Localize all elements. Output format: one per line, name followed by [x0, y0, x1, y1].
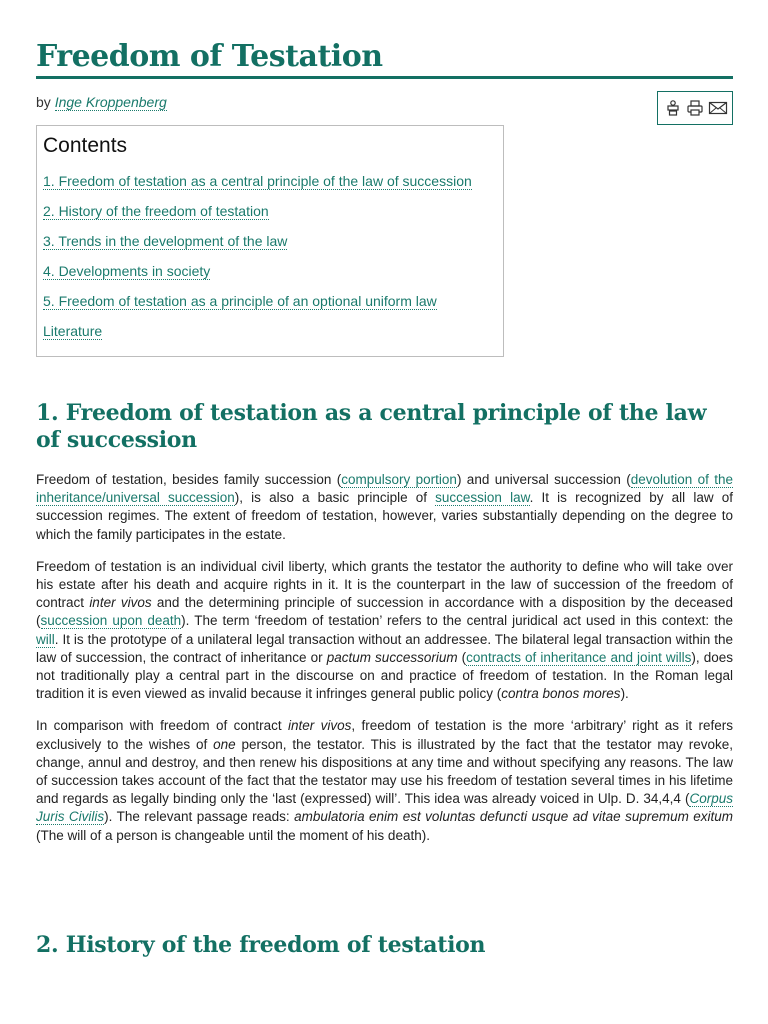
paragraph-text: ). The term ‘freedom of testation’ refers to the central juridical act used in this context: the: [181, 613, 733, 629]
paragraph-text: , freedom of testation is the more ‘arbitrary’ right as it refers exclusively to the wishes of: [36, 718, 733, 752]
article-tools: [657, 91, 733, 125]
latin-term: inter vivos: [89, 595, 152, 611]
toc-item-section-2[interactable]: 2. History of the freedom of testation: [43, 203, 269, 219]
toc-item-section-3[interactable]: 3. Trends in the development of the law: [43, 233, 288, 249]
toc-item-literature[interactable]: Literature: [43, 323, 103, 339]
toc-item-section-1[interactable]: 1. Freedom of testation as a central principle of the law of succession: [43, 173, 472, 189]
paragraph-text: and the determining principle of succession in accordance with a disposition by the deceased (: [36, 595, 733, 629]
paragraph-3: [36, 717, 733, 844]
section-2-heading: 2. History of the freedom of testation: [36, 932, 486, 958]
paragraph-1: [36, 471, 733, 544]
link-will[interactable]: will: [36, 631, 55, 647]
print-icon[interactable]: [686, 99, 704, 117]
paragraph-text: . It is recognized by all law of succession regimes. The extent of freedom of testation, however, varies substantially depending on the degree to which the family participates in the estate.: [36, 490, 733, 542]
link-compulsory-portion[interactable]: compulsory portion: [341, 472, 457, 487]
paragraph-text: ), does not traditionally play a central part in the discourse on and practice of freedom of testation. In the Roman legal tradition it is even viewed as invalid because it infringes general public policy (: [36, 649, 733, 702]
toc-heading: Contents: [43, 134, 128, 157]
section-1-heading: 1. Freedom of testation as a central principle of the law of succession: [36, 400, 707, 453]
link-devolution-of-inheritance[interactable]: devolution of the inheritance/universal succession: [36, 472, 734, 506]
paragraph-text: ), is also a basic principle of: [234, 490, 436, 506]
byline-prefix: by: [36, 94, 51, 110]
byline: [36, 92, 733, 112]
paragraph-text: (: [457, 649, 467, 665]
paragraph-text: Freedom of testation is an individual civil liberty, which grants the testator the authority to define who will take over his estate after his death and acquire rights in it. It is the counterpart in the law of succession of the freedom of contract: [36, 558, 733, 611]
latin-quote: ambulatoria enim est voluntas defuncti usque ad vitae supremum exitum: [294, 809, 734, 825]
paragraph-text: ).: [620, 686, 629, 702]
article: [36, 0, 734, 958]
page-title: Freedom of Testation: [36, 0, 733, 79]
share-icon[interactable]: [664, 99, 682, 117]
link-corpus-juris-civilis[interactable]: Corpus Juris Civilis: [36, 791, 733, 825]
section-1: [36, 400, 733, 859]
paragraph-text: Freedom of testation, besides family succession (: [36, 472, 342, 487]
author-link[interactable]: Inge Kroppenberg: [54, 94, 167, 110]
paragraph-2: [36, 558, 733, 704]
latin-term: contra bonos mores: [501, 686, 621, 702]
toc-item-section-5[interactable]: 5. Freedom of testation as a principle of an optional uniform law: [43, 293, 437, 309]
link-succession-law[interactable]: succession law: [435, 490, 530, 506]
paragraph-text: ) and universal succession (: [456, 472, 631, 487]
table-of-contents: [36, 125, 504, 357]
link-succession-upon-death[interactable]: succession upon death: [40, 613, 182, 629]
toc-item-section-4[interactable]: 4. Developments in society: [43, 263, 211, 279]
latin-term: pactum successorium: [326, 649, 458, 665]
paragraph-text: (The will of a person is changeable until the moment of his death).: [36, 827, 430, 843]
email-icon[interactable]: [708, 99, 726, 117]
paragraph-text: . It is the prototype of a unilateral legal transaction without an addressee. The bilateral legal transaction within the law of succession, the contract of inheritance or: [36, 631, 733, 665]
emphasis: one: [213, 736, 236, 752]
paragraph-text: ). The relevant passage reads:: [104, 809, 295, 825]
link-contracts-of-inheritance[interactable]: contracts of inheritance and joint wills: [466, 649, 692, 665]
latin-term: inter vivos: [288, 718, 352, 734]
paragraph-text: In comparison with freedom of contract: [36, 718, 289, 734]
section-2: [36, 932, 733, 959]
paragraph-text: person, the testator. This is illustrated by the fact that the testator may revoke, change, annul and destroy, and then renew his dispositions at any time and without specifying any reasons. The law of succession takes account of the fact that the testator may use his freedom of testation several times in his lifetime and regards as legally binding only the ‘last (expressed) will’. This idea was already voiced in Ulp. D. 34,4,4 (: [36, 736, 733, 807]
